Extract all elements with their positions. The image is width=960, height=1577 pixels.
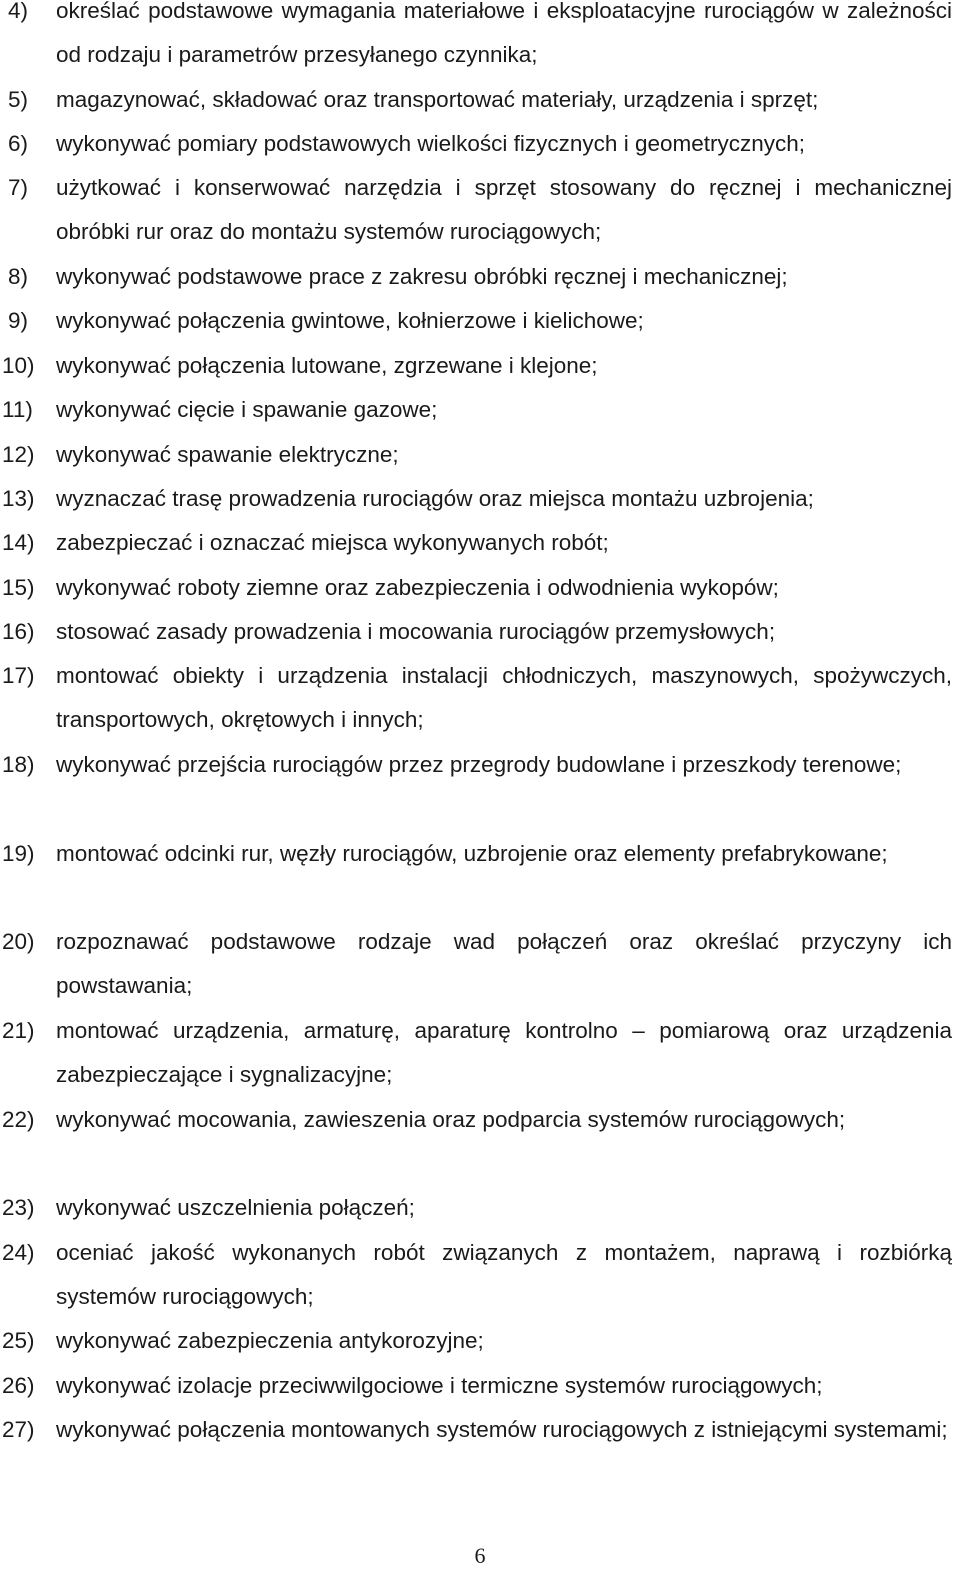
list-item-number: 10) [2, 353, 35, 378]
list-item [0, 477, 952, 521]
list-item [0, 920, 952, 1009]
list-item [0, 388, 952, 432]
list-item-text: magazynować, składować oraz transportować materiały, urządzenia i sprzęt; [56, 87, 819, 112]
list-item-number: 11) [2, 397, 33, 422]
list-item [0, 1009, 952, 1098]
list-item-text: wykonywać izolacje przeciwwilgociowe i termiczne systemów rurociągowych; [56, 1373, 823, 1398]
list-item-number: 17) [2, 663, 35, 688]
list-item-number: 26) [2, 1373, 35, 1398]
list-item [0, 1408, 952, 1452]
list-item [0, 0, 952, 78]
list-item-text: wyznaczać trasę prowadzenia rurociągów oraz miejsca montażu uzbrojenia; [56, 486, 814, 511]
list-item [0, 1231, 952, 1320]
list-item [0, 654, 952, 743]
list-item [0, 521, 952, 565]
list-item [0, 610, 952, 654]
list-item-text: wykonywać pomiary podstawowych wielkości fizycznych i geometrycznych; [56, 131, 806, 156]
list-item-number: 19) [2, 841, 35, 866]
list-item-text: montować urządzenia, armaturę, aparaturę kontrolno – pomiarową oraz urządzenia zabezpieczające i sygnalizacyjne; [56, 1018, 952, 1088]
list-item-number: 24) [2, 1240, 35, 1265]
list-item-number: 27) [2, 1417, 35, 1442]
list-item [0, 743, 952, 787]
list-item-text: wykonywać połączenia montowanych systemów rurociągowych z istniejącymi systemami; [56, 1417, 948, 1442]
list-item-number: 15) [2, 575, 35, 600]
list-item-text: oceniać jakość wykonanych robót związanych z montażem, naprawą i rozbiórką systemów rurociągowych; [56, 1240, 952, 1310]
list-item-text: zabezpieczać i oznaczać miejsca wykonywanych robót; [56, 530, 609, 555]
list-item [0, 344, 952, 388]
list-item-text: wykonywać połączenia gwintowe, kołnierzowe i kielichowe; [56, 308, 644, 333]
list-item-text: rozpoznawać podstawowe rodzaje wad połączeń oraz określać przyczyny ich powstawania; [56, 929, 952, 999]
list-item-number: 7) [8, 175, 29, 200]
list-item-text: wykonywać uszczelnienia połączeń; [56, 1195, 415, 1220]
list-item [0, 1319, 952, 1363]
list-item-text: wykonywać zabezpieczenia antykorozyjne; [56, 1328, 484, 1353]
list-item-text: wykonywać podstawowe prace z zakresu obróbki ręcznej i mechanicznej; [56, 264, 788, 289]
list-item [0, 1364, 952, 1408]
list-item [0, 1186, 952, 1230]
list-item-number: 4) [8, 0, 29, 23]
list-item-text: wykonywać spawanie elektryczne; [56, 442, 399, 467]
list-item [0, 1098, 952, 1142]
list-item-number: 8) [8, 264, 29, 289]
list-item-number: 13) [2, 486, 35, 511]
list-item-text: montować obiekty i urządzenia instalacji chłodniczych, maszynowych, spożywczych, transportowych, okrętowych i innych; [56, 663, 952, 733]
list-item-number: 23) [2, 1195, 35, 1220]
list-item-number: 18) [2, 752, 35, 777]
list-item-text: stosować zasady prowadzenia i mocowania rurociągów przemysłowych; [56, 619, 776, 644]
list-item-number: 9) [8, 308, 29, 333]
list-item-text: wykonywać mocowania, zawieszenia oraz podparcia systemów rurociągowych; [56, 1107, 846, 1132]
list-item-text: wykonywać przejścia rurociągów przez przegrody budowlane i przeszkody terenowe; [56, 752, 902, 777]
list-item-text: wykonywać połączenia lutowane, zgrzewane i klejone; [56, 353, 598, 378]
page-number: 6 [474, 1543, 486, 1568]
list-item [0, 832, 952, 876]
list-item [0, 433, 952, 477]
list-item-text: użytkować i konserwować narzędzia i sprzęt stosowany do ręcznej i mechanicznej obróbki rur oraz do montażu systemów rurociągowych; [56, 175, 952, 245]
list-item-number: 5) [8, 87, 29, 112]
list-item-text: wykonywać roboty ziemne oraz zabezpieczenia i odwodnienia wykopów; [56, 575, 779, 600]
list-item [0, 78, 952, 122]
list-item-text: montować odcinki rur, węzły rurociągów, uzbrojenie oraz elementy prefabrykowane; [56, 841, 888, 866]
list-item [0, 566, 952, 610]
list-item [0, 299, 952, 343]
list-item-number: 16) [2, 619, 35, 644]
list-item-number: 6) [8, 131, 29, 156]
list-item-number: 22) [2, 1107, 35, 1132]
list-item-number: 20) [2, 929, 35, 954]
list-item-number: 12) [2, 442, 35, 467]
list-item-number: 21) [2, 1018, 35, 1043]
list-item [0, 255, 952, 299]
list-item [0, 122, 952, 166]
list-item-number: 25) [2, 1328, 35, 1353]
list-item-text: wykonywać cięcie i spawanie gazowe; [56, 397, 438, 422]
list-item [0, 166, 952, 255]
list-item-text: określać podstawowe wymagania materiałowe i eksploatacyjne rurociągów w zależności od rodzaju i parametrów przesyłanego czynnika; [56, 0, 952, 68]
list-item-number: 14) [2, 530, 35, 555]
